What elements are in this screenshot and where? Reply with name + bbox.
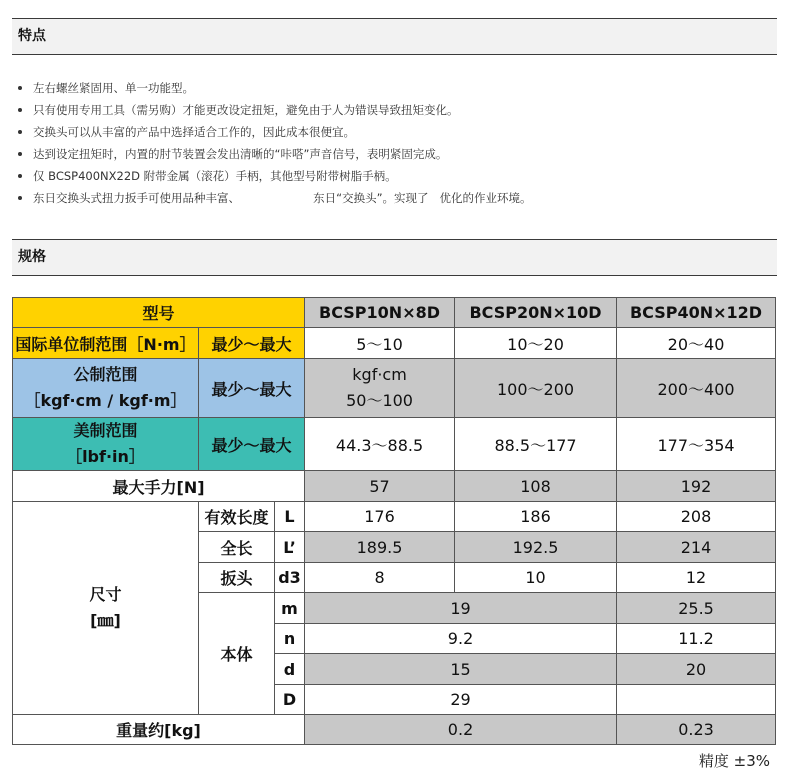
metric-label-unit: ［kgf·cm / kgf·m］ (24, 391, 187, 410)
head-value: 12 (617, 563, 776, 593)
body-n-value: 9.2 (305, 624, 617, 654)
model-name: BCSP10N×8D (305, 298, 455, 328)
weight-value: 0.23 (617, 715, 776, 745)
table-row (13, 328, 776, 359)
table-row (13, 359, 776, 418)
us-value: 88.5～177 (455, 418, 617, 471)
metric-value-unit: kgf·cm (352, 365, 407, 384)
feature-text: 只有使用专用工具（需另购）才能更改设定扭矩，避免由于人为错误导致扭矩变化。 (33, 103, 459, 117)
total-length-value: 189.5 (305, 532, 455, 563)
list-item (16, 165, 776, 187)
max-force-label: 最大手力[N] (13, 471, 305, 502)
weight-label: 重量约[kg] (13, 715, 305, 745)
effective-length-value: 176 (305, 502, 455, 532)
metric-value (305, 359, 455, 418)
body-D-value: 29 (305, 685, 617, 715)
max-force-value: 57 (305, 471, 455, 502)
body-d-value: 15 (305, 654, 617, 685)
effective-length-label: 有效长度 (199, 502, 275, 532)
metric-label-line: 公制范围 (73, 365, 138, 384)
us-value: 177～354 (617, 418, 776, 471)
features-list (16, 77, 776, 209)
us-range-label (13, 418, 199, 471)
bullet-icon (18, 130, 22, 134)
list-item (16, 99, 776, 121)
list-item (16, 121, 776, 143)
list-item (16, 77, 776, 99)
si-value: 20～40 (617, 328, 776, 359)
metric-value-range: 50～100 (346, 391, 413, 410)
total-length-symbol: L’ (275, 532, 305, 563)
si-value: 5～10 (305, 328, 455, 359)
body-n-symbol: n (275, 624, 305, 654)
head-symbol: d3 (275, 563, 305, 593)
head-value: 8 (305, 563, 455, 593)
effective-length-symbol: L (275, 502, 305, 532)
metric-range-label (13, 359, 199, 418)
us-label-line: 美制范围 (73, 421, 138, 440)
effective-length-value: 208 (617, 502, 776, 532)
minmax-label: 最少～最大 (199, 418, 305, 471)
feature-text: 达到设定扭矩时，内置的肘节装置会发出清晰的“咔嗒”声音信号，表明紧固完成。 (33, 147, 448, 161)
total-length-label: 全长 (199, 532, 275, 563)
bullet-icon (18, 108, 22, 112)
us-label-unit: ［lbf·in］ (66, 447, 145, 466)
body-D-symbol: D (275, 685, 305, 715)
bullet-icon (18, 196, 22, 200)
body-label: 本体 (199, 593, 275, 715)
feature-text: 左右螺丝紧固用、单一功能型。 (33, 81, 194, 95)
max-force-value: 108 (455, 471, 617, 502)
table-row (13, 418, 776, 471)
feature-text: 仅 BCSP400NX22D 附带金属（滚花）手柄，其他型号附带树脂手柄。 (33, 169, 397, 183)
dimension-label-unit: [㎜] (90, 611, 121, 630)
dimension-label (13, 502, 199, 715)
precision-note: 精度 ±3% (698, 752, 770, 770)
table-row (13, 502, 776, 532)
si-value: 10～20 (455, 328, 617, 359)
feature-text: 东日交换头式扭力扳手可使用品种丰富、 东日“交换头”。实现了 优化的作业环境。 (33, 191, 532, 205)
table-row (13, 715, 776, 745)
table-row (13, 298, 776, 328)
table-row (13, 471, 776, 502)
body-d-symbol: d (275, 654, 305, 685)
body-m-value: 25.5 (617, 593, 776, 624)
metric-value: 200～400 (617, 359, 776, 418)
body-m-symbol: m (275, 593, 305, 624)
spec-table (12, 297, 776, 745)
weight-value: 0.2 (305, 715, 617, 745)
body-D-empty (617, 685, 776, 715)
features-section-title: 特点 (12, 18, 777, 55)
total-length-value: 214 (617, 532, 776, 563)
body-d-value: 20 (617, 654, 776, 685)
head-value: 10 (455, 563, 617, 593)
specs-section-title: 规格 (12, 239, 777, 276)
si-range-label: 国际单位制范围［N·m］ (13, 328, 199, 359)
bullet-icon (18, 174, 22, 178)
dimension-label-text: 尺寸 (89, 585, 122, 604)
minmax-label: 最少～最大 (199, 359, 305, 418)
minmax-label: 最少～最大 (199, 328, 305, 359)
bullet-icon (18, 86, 22, 90)
list-item (16, 143, 776, 165)
max-force-value: 192 (617, 471, 776, 502)
total-length-value: 192.5 (455, 532, 617, 563)
metric-value: 100～200 (455, 359, 617, 418)
us-value: 44.3～88.5 (305, 418, 455, 471)
list-item (16, 187, 776, 209)
body-m-value: 19 (305, 593, 617, 624)
model-name: BCSP20N×10D (455, 298, 617, 328)
model-label: 型号 (13, 298, 305, 328)
bullet-icon (18, 152, 22, 156)
effective-length-value: 186 (455, 502, 617, 532)
body-n-value: 11.2 (617, 624, 776, 654)
model-name: BCSP40N×12D (617, 298, 776, 328)
head-label: 扳头 (199, 563, 275, 593)
feature-text: 交换头可以从丰富的产品中选择适合工作的，因此成本很便宜。 (33, 125, 355, 139)
